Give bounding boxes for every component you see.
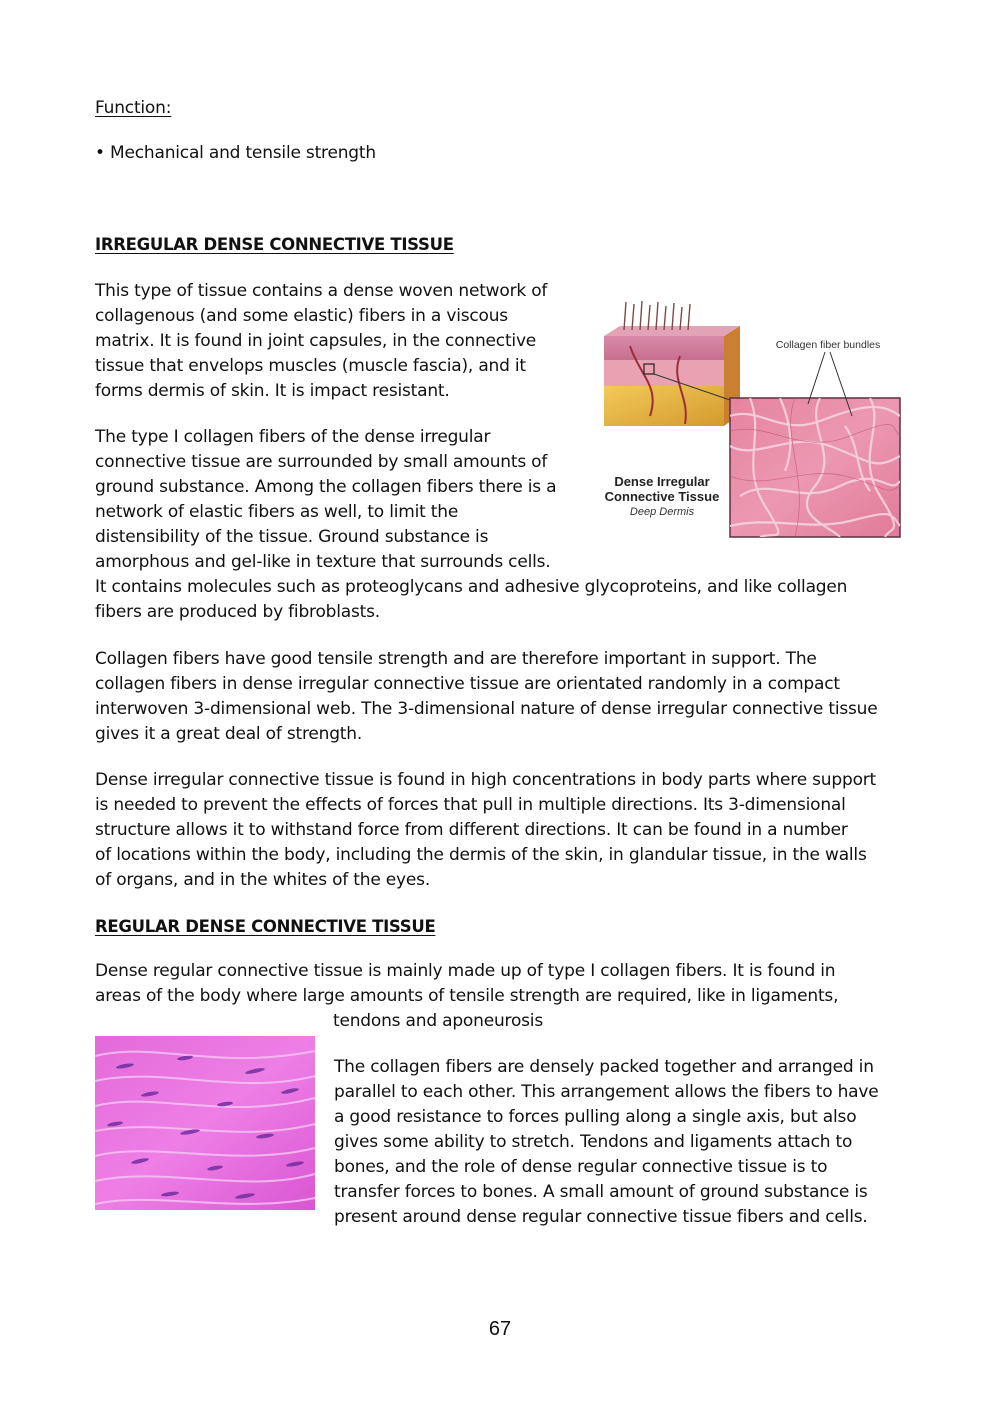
text-line: The type I collagen fibers of the dense irregular (95, 427, 491, 447)
text-line: The collagen fibers are densely packed together and arranged in (334, 1057, 874, 1077)
collagen-micrograph (730, 398, 900, 537)
irregular-paragraph-3 (95, 647, 905, 747)
text-line: Dense regular connective tissue is mainly made up of type I collagen fibers. It is found in (95, 961, 836, 981)
dense-irregular-tissue-figure (590, 296, 906, 542)
regular-paragraph-1 (95, 959, 905, 1034)
dermis-layer (604, 360, 724, 386)
text-line: matrix. It is found in joint capsules, in the connective (95, 331, 537, 351)
text-line: is needed to prevent the effects of forces that pull in multiple directions. Its 3-dimensional (95, 795, 846, 815)
callout-line (808, 352, 825, 404)
collagen-callout-label: Collagen fiber bundles (775, 339, 881, 351)
text-line: bones, and the role of dense regular connective tissue is to (334, 1157, 828, 1177)
text-line: ground substance. Among the collagen fibers there is a (95, 477, 557, 497)
text-line: of organs, and in the whites of the eyes. (95, 870, 431, 890)
text-line: Collagen fibers have good tensile strength and are therefore important in support. The (95, 649, 817, 669)
text-line: collagen fibers in dense irregular connective tissue are orientated randomly in a compact (95, 674, 840, 694)
figure-title-line2: Connective Tissue (604, 489, 720, 504)
text-line: forms dermis of skin. It is impact resistant. (95, 381, 450, 401)
text-line: fibers are produced by fibroblasts. (95, 602, 380, 622)
hair-strands (624, 301, 690, 330)
text-line: areas of the body where large amounts of tensile strength are required, like in ligaments, (95, 986, 839, 1006)
function-heading: Function: (95, 98, 172, 118)
dense-regular-tissue-micrograph (95, 1036, 315, 1210)
figure-subtitle: Deep Dermis (629, 506, 695, 518)
figure-title-line1: Dense Irregular (614, 474, 710, 489)
text-line: structure allows it to withstand force from different directions. It can be found in a number (95, 820, 848, 840)
text-line: parallel to each other. This arrangement allows the fibers to have (334, 1082, 879, 1102)
epidermis-layer (604, 336, 724, 360)
skin-block-illustration (604, 301, 740, 426)
text-line: collagenous (and some elastic) fibers in a viscous (95, 306, 508, 326)
text-line: Dense irregular connective tissue is found in high concentrations in body parts where support (95, 770, 877, 790)
text-line: of locations within the body, including the dermis of the skin, in glandular tissue, in the walls (95, 845, 867, 865)
text-line: transfer forces to bones. A small amount of ground substance is (334, 1182, 868, 1202)
text-line: present around dense regular connective tissue fibers and cells. (334, 1207, 868, 1227)
text-line: gives some ability to stretch. Tendons and ligaments attach to (334, 1132, 853, 1152)
regular-heading: REGULAR DENSE CONNECTIVE TISSUE (95, 917, 436, 936)
text-line: It contains molecules such as proteoglycans and adhesive glycoproteins, and like collagen (95, 577, 848, 597)
text-line: a good resistance to forces pulling along a single axis, but also (334, 1107, 857, 1127)
text-line: interwoven 3-dimensional web. The 3-dimensional nature of dense irregular connective tissue (95, 699, 878, 719)
text-line: tissue that envelops muscles (muscle fascia), and it (95, 356, 526, 376)
text-line: This type of tissue contains a dense woven network of (95, 281, 548, 301)
text-line: amorphous and gel-like in texture that surrounds cells. (95, 552, 551, 572)
text-line: connective tissue are surrounded by small amounts of (95, 452, 548, 472)
irregular-paragraph-4 (95, 768, 905, 893)
text-line: gives it a great deal of strength. (95, 724, 363, 744)
text-line: distensibility of the tissue. Ground substance is (95, 527, 489, 547)
text-line: network of elastic fibers as well, to limit the (95, 502, 459, 522)
function-list-item: • Mechanical and tensile strength (95, 143, 376, 163)
text-line: tendons and aponeurosis (333, 1011, 543, 1031)
page-number: 67 (488, 1318, 512, 1340)
irregular-heading: IRREGULAR DENSE CONNECTIVE TISSUE (95, 235, 454, 254)
regular-paragraph-2 (334, 1055, 914, 1230)
